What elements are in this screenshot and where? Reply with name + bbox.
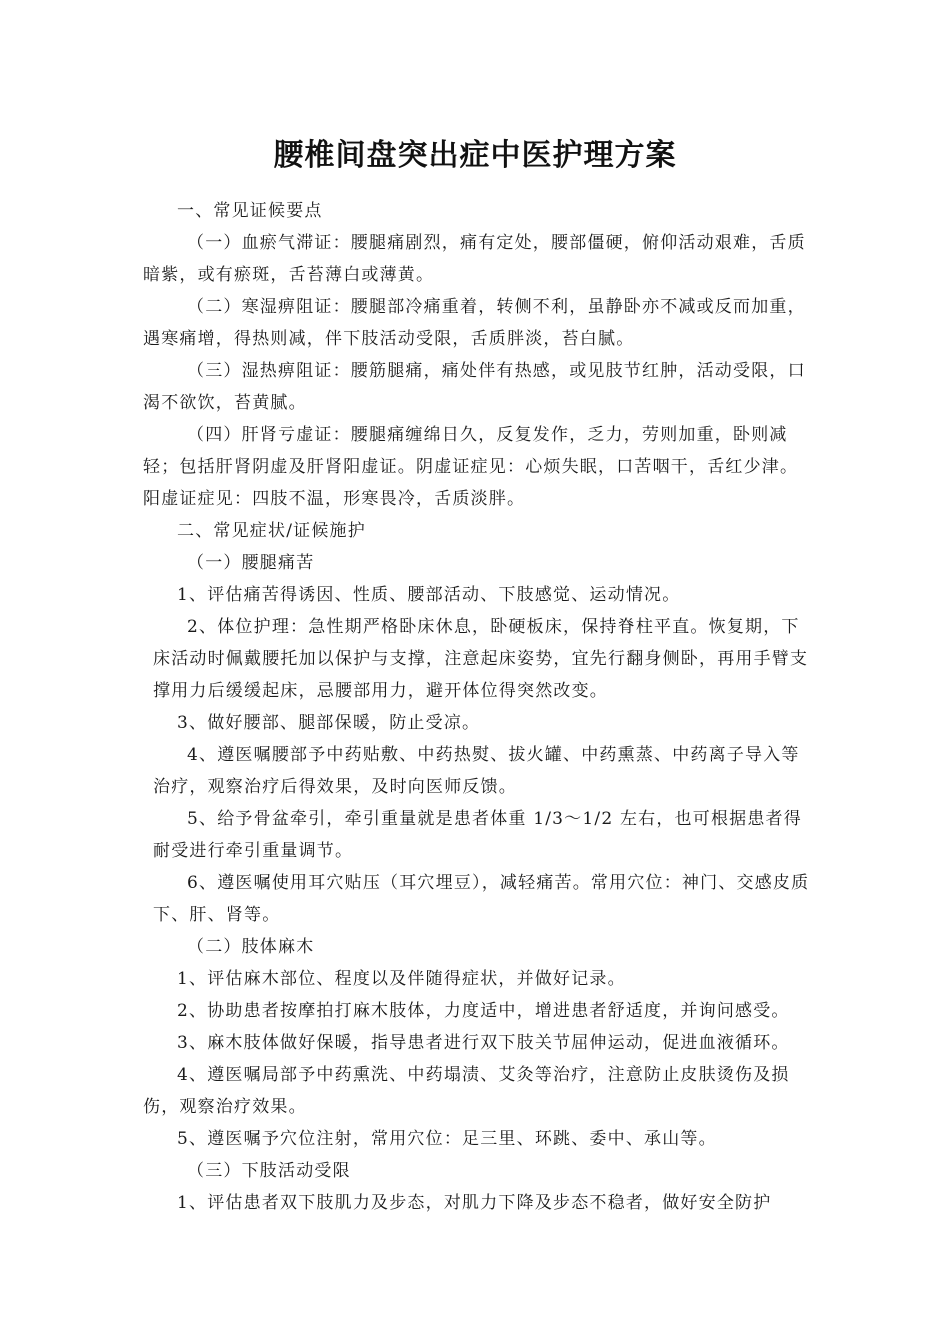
- body-paragraph: 1、评估患者双下肢肌力及步态，对肌力下降及步态不稳者，做好安全防护: [177, 1193, 772, 1213]
- body-paragraph: 6、遵医嘱使用耳穴贴压（耳穴埋豆），减轻痛苦。常用穴位：神门、交感皮质下、肝、肾等。: [153, 873, 810, 925]
- body-paragraph: （四）肝肾亏虚证：腰腿痛缠绵日久，反复发作，乏力，劳则加重，卧则减轻；包括肝肾阴虚及肝肾阳虚证。阴虚证症见：心烦失眠，口苦咽干，舌红少津。阳虚证症见：四肢不温，形寒畏冷，舌质淡胖。: [143, 425, 799, 509]
- document-title: 腰椎间盘突出症中医护理方案: [273, 138, 677, 173]
- body-paragraph: 3、麻木肢体做好保暖，指导患者进行双下肢关节屈伸运动，促进血液循环。: [177, 1033, 790, 1053]
- subsection-heading: （三）下肢活动受限: [187, 1161, 351, 1181]
- body-paragraph: 4、遵医嘱腰部予中药贴敷、中药热熨、拔火罐、中药熏蒸、中药离子导入等治疗，观察治疗后得效果，及时向医师反馈。: [153, 745, 800, 797]
- body-paragraph: 4、遵医嘱局部予中药熏洗、中药塌渍、艾灸等治疗，注意防止皮肤烫伤及损伤，观察治疗效果。: [143, 1065, 790, 1117]
- body-paragraph: 5、给予骨盆牵引，牵引重量就是患者体重 1/3～1/2 左右，也可根据患者得耐受进行牵引重量调节。: [153, 809, 802, 861]
- body-paragraph: （一）血瘀气滞证：腰腿痛剧烈，痛有定处，腰部僵硬，俯仰活动艰难，舌质暗紫，或有瘀斑，舌苔薄白或薄黄。: [143, 233, 806, 285]
- body-paragraph: 2、体位护理：急性期严格卧床休息，卧硬板床，保持脊柱平直。恢复期，下床活动时佩戴腰托加以保护与支撑，注意起床姿势，宜先行翻身侧卧，再用手臂支撑用力后缓缓起床，忌腰部用力，避开体位得突然改变。: [153, 617, 809, 701]
- body-paragraph: 1、评估痛苦得诱因、性质、腰部活动、下肢感觉、运动情况。: [177, 585, 681, 605]
- subsection-heading: （一）腰腿痛苦: [187, 553, 315, 573]
- body-paragraph: 5、遵医嘱予穴位注射，常用穴位：足三里、环跳、委中、承山等。: [177, 1129, 717, 1149]
- body-paragraph: 3、做好腰部、腿部保暖，防止受凉。: [177, 713, 481, 733]
- body-paragraph: 2、协助患者按摩拍打麻木肢体，力度适中，增进患者舒适度，并询问感受。: [177, 1001, 790, 1021]
- body-paragraph: （二）寒湿痹阻证：腰腿部冷痛重着，转侧不利，虽静卧亦不减或反而加重，遇寒痛增，得热则减，伴下肢活动受限，舌质胖淡，苔白腻。: [143, 297, 806, 349]
- section-heading: 一、常见证候要点: [177, 201, 323, 221]
- body-paragraph: 1、评估麻木部位、程度以及伴随得症状，并做好记录。: [177, 969, 626, 989]
- subsection-heading: （二）肢体麻木: [187, 937, 315, 957]
- body-paragraph: （三）湿热痹阻证：腰筋腿痛，痛处伴有热感，或见肢节红肿，活动受限，口渴不欲饮，苔黄腻。: [143, 361, 806, 413]
- section-heading: 二、常见症状/证候施护: [177, 521, 366, 541]
- document-body: [143, 195, 811, 1219]
